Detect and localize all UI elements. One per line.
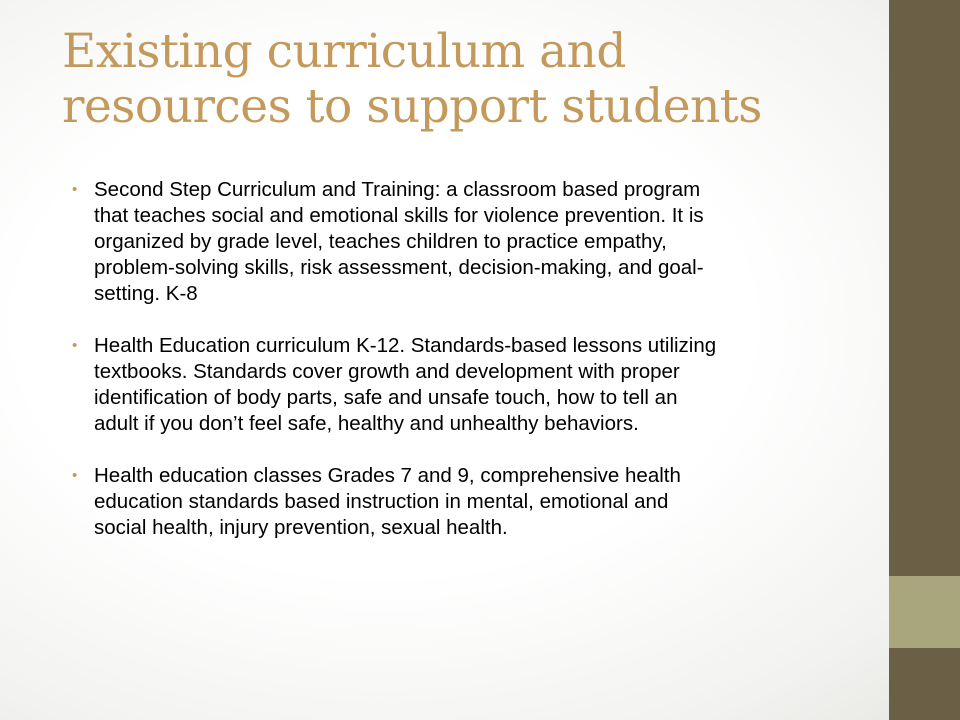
bullet-dot-icon: • <box>72 467 78 484</box>
bullet-text-line: identification of body parts, safe and unsafe touch, how to tell an <box>94 386 678 409</box>
bullet-text-line: problem-solving skills, risk assessment, decision-making, and goal- <box>94 256 704 279</box>
bullet-text-line: education standards based instruction in mental, emotional and <box>94 490 669 513</box>
bullet-text-line: social health, injury prevention, sexual health. <box>94 516 508 539</box>
bullet-text-line: Health education classes Grades 7 and 9, comprehensive health <box>94 464 681 487</box>
bullet-dot-icon: • <box>72 337 78 354</box>
bullet-item-health-curriculum <box>72 333 842 437</box>
slide-title <box>62 24 862 134</box>
bullet-item-second-step <box>72 177 842 307</box>
bullet-text-line: textbooks. Standards cover growth and development with proper <box>94 360 680 383</box>
sidebar-accent-block <box>889 576 960 648</box>
bullet-text-line: organized by grade level, teaches children to practice empathy, <box>94 230 667 253</box>
bullet-text-line: adult if you don’t feel safe, healthy and unhealthy behaviors. <box>94 412 639 435</box>
bullet-text-line: Second Step Curriculum and Training: a classroom based program <box>94 178 701 201</box>
bullet-item-health-classes <box>72 463 842 541</box>
title-line-2: resources to support students <box>62 79 762 134</box>
bullet-dot-icon: • <box>72 181 78 198</box>
bullet-text-line: that teaches social and emotional skills for violence prevention. It is <box>94 204 704 227</box>
bullet-list <box>72 177 842 541</box>
title-line-1: Existing curriculum and <box>62 24 627 79</box>
bullet-text-line: Health Education curriculum K-12. Standards-based lessons utilizing <box>94 334 717 357</box>
bullet-text-line: setting. K-8 <box>94 282 198 305</box>
